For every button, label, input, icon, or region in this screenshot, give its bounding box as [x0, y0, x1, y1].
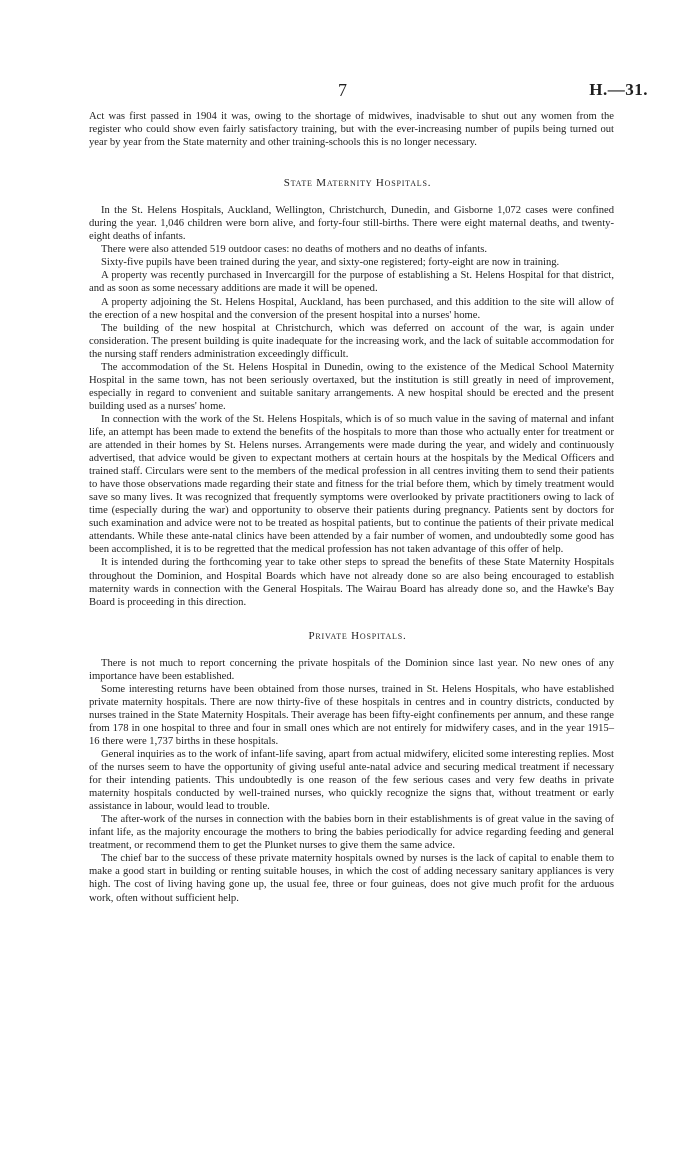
paragraph: There is not much to report concerning the private hospitals of the Dominion since last year. No new ones of any importance have been established.: [89, 657, 614, 682]
page-number: 7: [338, 80, 347, 100]
paragraph: Sixty-five pupils have been trained during the year, and sixty-one registered; forty-eight are now in training.: [101, 257, 560, 269]
paragraph: The chief bar to the success of these private maternity hospitals owned by nurses is the lack of capital to enable them to make a good start in building or renting suitable houses, in which the cost of adding necessary sanitary appliances is very high. The cost of living having gone up, the usual fee, three or four guineas, does not give much profit for the arduous work, often without sufficient help.: [89, 853, 614, 904]
paragraph: It is intended during the forthcoming year to take other steps to spread the benefits of these State Maternity Hospitals throughout the Dominion, and Hospital Boards which have not already done so are also being encouraged to establish maternity wards in connection with the General Hospitals. The Wairau Board has already done so, and the Hawke's Bay Board is proceeding in this direction.: [89, 557, 614, 608]
paragraph: General inquiries as to the work of infant-life saving, apart from actual midwifery, elicited some interesting replies. Most of the nurses seem to have the opportunity of giving useful ante-natal advice and securing medical treatment if necessary for their intending patients. This undoubtedly is one reason of the few serious cases and very few deaths in private maternity hospitals conducted by well-trained nurses, who quickly recognize the signs that, without treatment or early assistance in labour, would lead to trouble.: [89, 749, 614, 813]
paragraph: There were also attended 519 outdoor cases: no deaths of mothers and no deaths of infants.: [101, 244, 487, 256]
section-gap: [89, 643, 614, 657]
intro-paragraph: Act was first passed in 1904 it was, owing to the shortage of midwives, inadvisable to shut out any women from the register who could show even fairly satisfactory training, but with the ever-increasing number of pupils being turned out year by year from the State maternity and other training-schools this is no longer necessary.: [89, 111, 614, 149]
section-gap: [89, 609, 614, 630]
body-text: [89, 110, 614, 905]
page-header: [0, 80, 700, 104]
paragraph: In the St. Helens Hospitals, Auckland, Wellington, Christchurch, Dunedin, and Gisborne 1,072 cases were confined during the year. 1,046 children were born alive, and forty-four still-births. There were eight maternal deaths, and twenty-eight deaths of infants.: [89, 205, 614, 243]
state-maternity-heading: State Maternity Hospitals.: [283, 177, 432, 190]
paragraph: A property adjoining the St. Helens Hospital, Auckland, has been purchased, and this addition to the site will allow of the erection of a new hospital and the conversion of the present hospital into a nurses' home.: [89, 296, 614, 321]
paragraph: Some interesting returns have been obtained from those nurses, trained in St. Helens Hospitals, who have established private maternity hospitals. There are now thirty-five of these hospitals in centres and in country districts, conducted by nurses trained in the State Maternity Hospitals. Their average has been fifty-eight confinements per annum, and these range from 178 in one hospital to three and four in small ones which are not entirely for midwifery cases, and in the year 1915–16 there were 1,737 births in these hospitals.: [89, 683, 614, 747]
paragraph: In connection with the work of the St. Helens Hospitals, which is of so much value in the saving of maternal and infant life, an attempt has been made to extend the benefits of the hospitals to more than those who actually enter for treatment or are attended in their homes by St. Helens nurses. Arrangements were made during the year, and widely and continuously advertised, that advice would be given to expectant mothers at certain hours at the hospitals by the Medical Officers and trained staff. Circulars were sent to the members of the medical profession in all centres inviting them to send their patients to have those observations made regarding their state and fitness for the trial before them, which by timely treatment would save so many lives. It was recognized that frequently symptoms were overlooked by private practitioners owing to lack of time (especially during the war) and opportunity to observe their patients during pregnancy. Patients sent by doctors for such examination and advice were not to be treated as hospital patients, but to continue the patients of their private medical attendants. While these ante-natal clinics have been attended by a fair number of women, and undoubtedly some good has been accomplished, it is to be regretted that the medical profession has not taken advantage of this offer of help.: [89, 413, 614, 556]
paragraph: The after-work of the nurses in connection with the babies born in their establishments is of great value in the saving of infant life, as the majority encourage the mothers to bring the babies periodically for advice regarding feeding and general treatment, or recommend them to get the Plunket nurses to give them the same advice.: [89, 814, 614, 852]
private-hospitals-heading: Private Hospitals.: [308, 629, 407, 642]
paragraph: The accommodation of the St. Helens Hospital in Dunedin, owing to the existence of the Medical School Maternity Hospital in the same town, has not been seriously overtaxed, but the institution is still greatly in need of improvement, especially in regard to convenient and suitable sanitary arrangements. A new hospital should be erected and the present building used as a nurses' home.: [89, 361, 614, 412]
section-gap: [89, 149, 614, 177]
paragraph: A property was recently purchased in Invercargill for the purpose of establishing a St. Helens Hospital for that district, and as soon as some necessary additions are made it will be opened.: [89, 270, 614, 295]
section-gap: [89, 190, 614, 204]
paragraph: The building of the new hospital at Christchurch, which was deferred on account of the war, is again under consideration. The present building is quite inadequate for the increasing work, and the lack of suitable accommodation for the nursing staff renders administration exceedingly difficult.: [89, 322, 614, 360]
document-reference: H.—31.: [589, 80, 648, 99]
